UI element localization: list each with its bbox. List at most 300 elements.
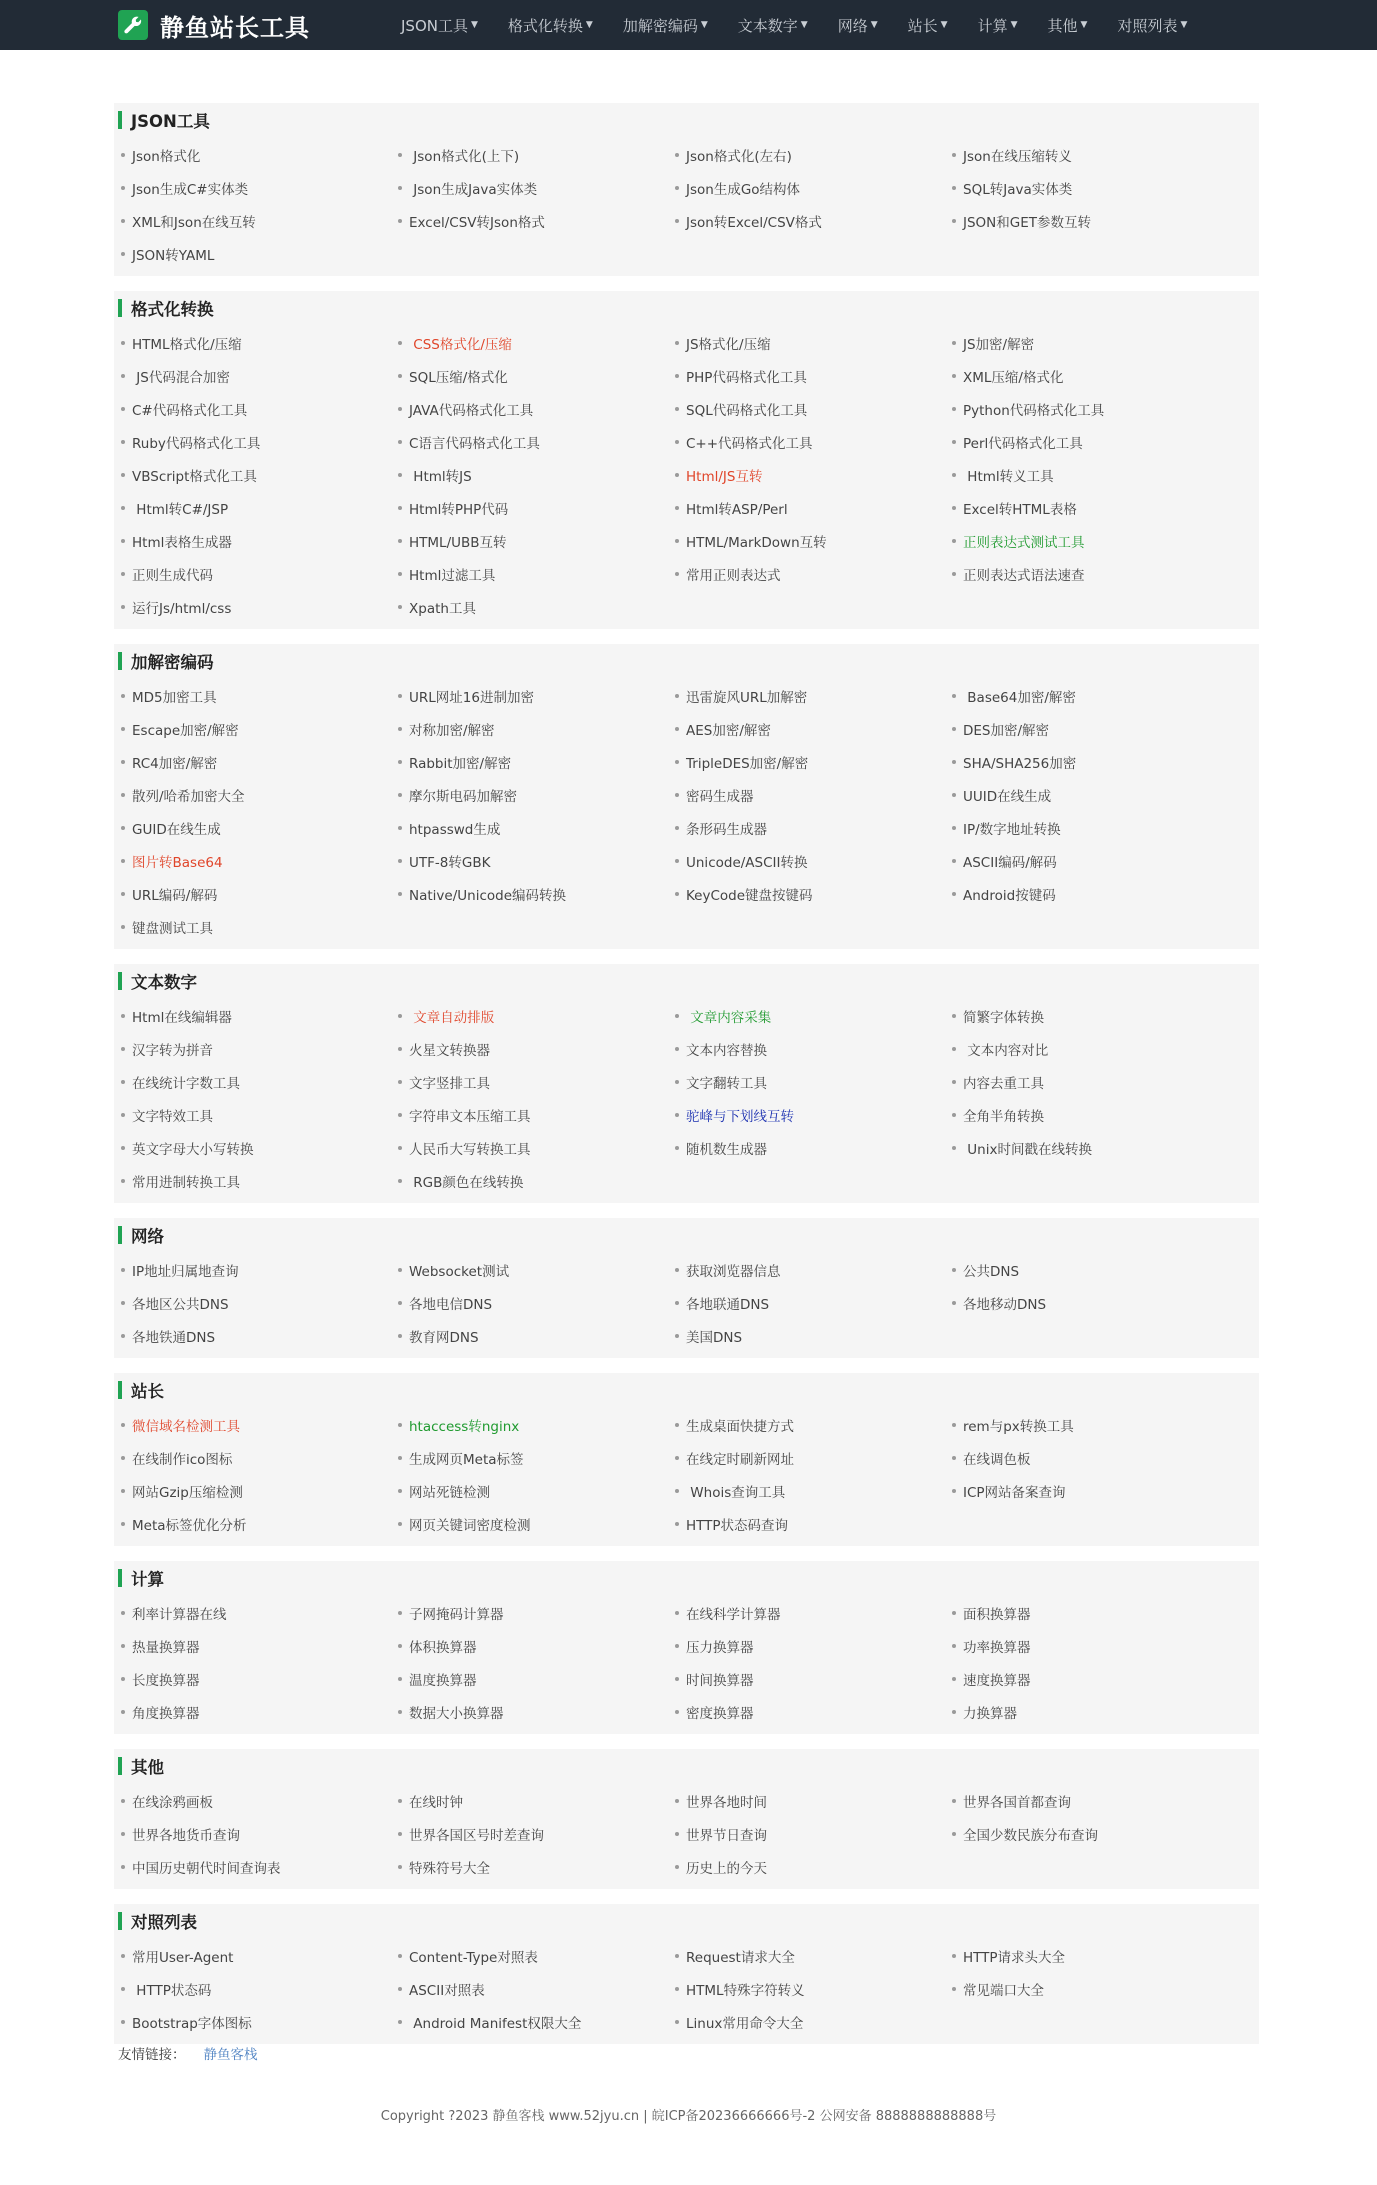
nav-item[interactable] — [623, 15, 708, 36]
tool-link[interactable] — [391, 204, 668, 237]
tool-section — [114, 1218, 1259, 1358]
tool-link[interactable] — [668, 491, 945, 524]
nav-item-label: 网络 — [837, 16, 868, 35]
tool-link[interactable] — [114, 204, 391, 237]
tool-link[interactable] — [391, 1032, 668, 1065]
tool-link[interactable] — [668, 425, 945, 458]
tool-link[interactable] — [945, 1098, 1222, 1131]
tool-link-label: MD5加密工具 — [132, 689, 217, 706]
bullet-icon — [952, 859, 956, 863]
bullet-icon — [952, 572, 956, 576]
tool-link[interactable] — [945, 1253, 1222, 1286]
tool-link[interactable] — [945, 1662, 1222, 1695]
tool-link[interactable] — [668, 679, 945, 712]
nav-item[interactable] — [908, 15, 948, 36]
tool-link-label: 随机数生成器 — [686, 1141, 767, 1158]
tool-grid — [114, 1784, 1259, 1883]
tool-link[interactable] — [114, 1032, 391, 1065]
tool-link-label: 密码生成器 — [686, 788, 754, 805]
main-nav — [401, 15, 1217, 36]
tool-link[interactable] — [114, 999, 391, 1032]
bullet-icon — [121, 1146, 125, 1150]
bullet-icon — [121, 1179, 125, 1183]
tool-link-label: Python代码格式化工具 — [963, 402, 1105, 419]
tool-link[interactable] — [391, 1972, 668, 2005]
tool-link[interactable] — [945, 778, 1222, 811]
tool-link[interactable] — [114, 524, 391, 557]
wrench-icon — [118, 10, 148, 40]
tool-link-label: Base64加密/解密 — [963, 689, 1076, 706]
bullet-icon — [121, 694, 125, 698]
tool-link[interactable] — [668, 877, 945, 910]
tool-link[interactable] — [391, 1850, 668, 1883]
tool-link[interactable] — [114, 557, 391, 590]
tool-link[interactable] — [668, 1507, 945, 1540]
bullet-icon — [121, 1456, 125, 1460]
tool-link[interactable] — [391, 1596, 668, 1629]
tool-link-label: Native/Unicode编码转换 — [409, 887, 567, 904]
bullet-icon — [398, 1987, 402, 1991]
bullet-icon — [952, 727, 956, 731]
bullet-icon — [675, 1832, 679, 1836]
bullet-icon — [952, 1832, 956, 1836]
tool-link-label: Android Manifest权限大全 — [409, 2015, 582, 2032]
tool-link[interactable] — [114, 745, 391, 778]
tool-link[interactable] — [114, 1596, 391, 1629]
tool-link[interactable] — [668, 1784, 945, 1817]
bullet-icon — [398, 1301, 402, 1305]
tool-link[interactable] — [114, 1286, 391, 1319]
nav-item-label: 文本数字 — [737, 16, 798, 35]
tool-link[interactable] — [945, 458, 1222, 491]
tool-link[interactable] — [391, 491, 668, 524]
tool-link[interactable] — [114, 910, 391, 943]
tool-link[interactable] — [945, 844, 1222, 877]
tool-link[interactable] — [668, 1253, 945, 1286]
tool-link[interactable] — [391, 877, 668, 910]
tool-link-label: rem与px转换工具 — [963, 1418, 1074, 1435]
tool-link[interactable] — [945, 326, 1222, 359]
tool-link-label: 世界各地时间 — [686, 1794, 767, 1811]
tool-link[interactable] — [945, 1441, 1222, 1474]
tool-link-label: Json转Excel/CSV格式 — [686, 214, 822, 231]
tool-link[interactable] — [391, 1695, 668, 1728]
tool-link[interactable] — [668, 745, 945, 778]
tool-link[interactable] — [391, 138, 668, 171]
tool-link[interactable] — [114, 811, 391, 844]
tool-link[interactable] — [945, 359, 1222, 392]
tool-link-label: 正则表达式测试工具 — [963, 534, 1085, 551]
tool-link[interactable] — [945, 1032, 1222, 1065]
tool-link[interactable] — [391, 712, 668, 745]
tool-link[interactable] — [391, 590, 668, 623]
tool-link[interactable] — [945, 679, 1222, 712]
tool-link[interactable] — [668, 392, 945, 425]
tool-link[interactable] — [945, 425, 1222, 458]
tool-link[interactable] — [945, 1131, 1222, 1164]
tool-link[interactable] — [668, 1408, 945, 1441]
tool-link[interactable] — [391, 1319, 668, 1352]
tool-link[interactable] — [114, 1474, 391, 1507]
tool-link-label: Excel/CSV转Json格式 — [409, 214, 545, 231]
tool-link[interactable] — [391, 392, 668, 425]
bullet-icon — [398, 1047, 402, 1051]
bullet-icon — [398, 1113, 402, 1117]
tool-link[interactable] — [391, 1474, 668, 1507]
tool-link-label: Html过滤工具 — [409, 567, 496, 584]
tool-link[interactable] — [391, 1253, 668, 1286]
tool-link-label: Perl代码格式化工具 — [963, 435, 1083, 452]
tool-link[interactable] — [945, 811, 1222, 844]
tool-link[interactable] — [668, 712, 945, 745]
tool-link-label: 微信域名检测工具 — [132, 1418, 240, 1435]
tool-link-label: Unicode/ASCII转换 — [686, 854, 808, 871]
tool-link-label: htaccess转nginx — [409, 1418, 520, 1435]
tool-link-label: SQL压缩/格式化 — [409, 369, 508, 386]
tool-link[interactable] — [945, 171, 1222, 204]
bullet-icon — [398, 859, 402, 863]
section-title: 其他 — [131, 1758, 164, 1777]
tool-link[interactable] — [668, 359, 945, 392]
tool-link[interactable] — [945, 204, 1222, 237]
tool-link[interactable] — [114, 2005, 391, 2038]
tool-link[interactable] — [668, 1596, 945, 1629]
bullet-icon — [675, 826, 679, 830]
tool-link[interactable] — [114, 1939, 391, 1972]
tool-link[interactable] — [668, 1032, 945, 1065]
tool-link[interactable] — [668, 811, 945, 844]
tool-link[interactable] — [114, 237, 391, 270]
tool-link[interactable] — [391, 1662, 668, 1695]
tool-link[interactable] — [391, 1441, 668, 1474]
bullet-icon — [675, 1522, 679, 1526]
bullet-icon — [398, 605, 402, 609]
bullet-icon — [675, 859, 679, 863]
section-header — [118, 1908, 1259, 1934]
bullet-icon — [952, 539, 956, 543]
tool-link[interactable] — [391, 458, 668, 491]
tool-link[interactable] — [391, 1507, 668, 1540]
tool-link[interactable] — [391, 1784, 668, 1817]
tool-link[interactable] — [114, 1817, 391, 1850]
tool-link[interactable] — [945, 1695, 1222, 1728]
tool-link[interactable] — [391, 999, 668, 1032]
tool-link[interactable] — [114, 458, 391, 491]
tool-link[interactable] — [391, 2005, 668, 2038]
tool-link[interactable] — [114, 171, 391, 204]
tool-link-label: Html转义工具 — [963, 468, 1054, 485]
nav-item[interactable] — [1117, 15, 1187, 36]
tool-link[interactable] — [668, 1098, 945, 1131]
bullet-icon — [121, 374, 125, 378]
tool-link-label: 摩尔斯电码加解密 — [409, 788, 517, 805]
tool-link[interactable] — [668, 1065, 945, 1098]
tool-link[interactable] — [668, 1286, 945, 1319]
bullet-icon — [675, 1865, 679, 1869]
tool-section — [114, 644, 1259, 949]
tool-link-label: 正则生成代码 — [132, 567, 213, 584]
tool-link[interactable] — [114, 425, 391, 458]
nav-item[interactable] — [978, 15, 1018, 36]
tool-link[interactable] — [114, 326, 391, 359]
bullet-icon — [121, 219, 125, 223]
tool-link-label: CSS格式化/压缩 — [409, 336, 512, 353]
bullet-icon — [398, 826, 402, 830]
tool-link[interactable] — [391, 1286, 668, 1319]
tool-link[interactable] — [114, 138, 391, 171]
tool-link-label: Bootstrap字体图标 — [132, 2015, 252, 2032]
tool-link[interactable] — [391, 745, 668, 778]
tool-link-label: JS加密/解密 — [963, 336, 1035, 353]
tool-link[interactable] — [945, 1817, 1222, 1850]
tool-link[interactable] — [391, 524, 668, 557]
section-accent-bar — [118, 1757, 122, 1775]
tool-link[interactable] — [114, 1131, 391, 1164]
nav-item-label: 加解密编码 — [622, 16, 698, 35]
tool-link[interactable] — [945, 1474, 1222, 1507]
nav-item-label: 格式化转换 — [507, 16, 583, 35]
section-accent-bar — [118, 1569, 122, 1587]
bullet-icon — [398, 1799, 402, 1803]
tool-link-label: 正则表达式语法速查 — [963, 567, 1085, 584]
bullet-icon — [121, 440, 125, 444]
tool-link[interactable] — [945, 1596, 1222, 1629]
tool-link[interactable] — [114, 590, 391, 623]
tool-link[interactable] — [668, 1131, 945, 1164]
bullet-icon — [398, 1954, 402, 1958]
tool-link[interactable] — [114, 1972, 391, 2005]
tool-link[interactable] — [391, 359, 668, 392]
nav-item[interactable] — [738, 15, 808, 36]
tool-link[interactable] — [114, 679, 391, 712]
tool-link[interactable] — [945, 1629, 1222, 1662]
section-header — [118, 648, 1259, 674]
tool-link-label: 在线定时刷新网址 — [686, 1451, 794, 1468]
tool-link[interactable] — [114, 392, 391, 425]
tool-link[interactable] — [668, 1939, 945, 1972]
bullet-icon — [398, 1146, 402, 1150]
tool-link-label: 文章内容采集 — [686, 1009, 772, 1026]
tool-link-label: 迅雷旋风URL加解密 — [686, 689, 808, 706]
bullet-icon — [952, 374, 956, 378]
tool-link[interactable] — [945, 1408, 1222, 1441]
tool-link[interactable] — [114, 844, 391, 877]
tool-link-label: IP/数字地址转换 — [963, 821, 1061, 838]
tool-link[interactable] — [114, 1507, 391, 1540]
bullet-icon — [952, 1489, 956, 1493]
caret-down-icon: ▼ — [1180, 20, 1188, 30]
tool-link[interactable] — [391, 1629, 668, 1662]
tool-link[interactable] — [391, 1939, 668, 1972]
tool-link[interactable] — [668, 1474, 945, 1507]
tool-link[interactable] — [945, 1972, 1222, 2005]
tool-link[interactable] — [391, 1817, 668, 1850]
tool-link-label: SHA/SHA256加密 — [963, 755, 1077, 772]
bullet-icon — [121, 1799, 125, 1803]
tool-link[interactable] — [668, 326, 945, 359]
tool-link[interactable] — [391, 557, 668, 590]
bullet-icon — [675, 374, 679, 378]
bullet-icon — [952, 1954, 956, 1958]
tool-link-label: Unix时间戳在线转换 — [963, 1141, 1092, 1158]
tool-link-label: 在线科学计算器 — [686, 1606, 781, 1623]
bullet-icon — [398, 793, 402, 797]
tool-link[interactable] — [945, 1939, 1222, 1972]
tool-link[interactable] — [945, 999, 1222, 1032]
bullet-icon — [675, 341, 679, 345]
bullet-icon — [675, 407, 679, 411]
tool-link[interactable] — [391, 171, 668, 204]
tool-link[interactable] — [114, 712, 391, 745]
tool-link[interactable] — [391, 1164, 668, 1197]
bullet-icon — [675, 1954, 679, 1958]
tool-section — [114, 1904, 1259, 2044]
tool-link-label: XML压缩/格式化 — [963, 369, 1064, 386]
tool-link[interactable] — [668, 1662, 945, 1695]
tool-link[interactable] — [945, 1065, 1222, 1098]
tool-link[interactable] — [391, 1065, 668, 1098]
tool-link[interactable] — [945, 1784, 1222, 1817]
bullet-icon — [121, 1611, 125, 1615]
tool-link[interactable] — [945, 392, 1222, 425]
tool-link[interactable] — [945, 745, 1222, 778]
tool-link[interactable] — [114, 877, 391, 910]
tool-link[interactable] — [945, 712, 1222, 745]
tool-link-label: TripleDES加密/解密 — [686, 755, 809, 772]
bullet-icon — [398, 219, 402, 223]
tool-link-label: Android按键码 — [963, 887, 1056, 904]
bullet-icon — [121, 1423, 125, 1427]
bullet-icon — [398, 1522, 402, 1526]
section-header — [118, 968, 1259, 994]
tool-link-label: Linux常用命令大全 — [686, 2015, 804, 2032]
tool-link[interactable] — [668, 557, 945, 590]
bullet-icon — [675, 1423, 679, 1427]
tool-link[interactable] — [114, 1662, 391, 1695]
tool-link[interactable] — [668, 2005, 945, 2038]
tool-link[interactable] — [391, 1098, 668, 1131]
tool-link[interactable] — [668, 524, 945, 557]
bullet-icon — [121, 859, 125, 863]
tool-link[interactable] — [668, 1817, 945, 1850]
tool-link[interactable] — [114, 491, 391, 524]
tool-link[interactable] — [945, 877, 1222, 910]
tool-link[interactable] — [668, 1441, 945, 1474]
tool-link[interactable] — [668, 204, 945, 237]
tool-link-label: 角度换算器 — [132, 1705, 200, 1722]
tool-grid — [114, 1253, 1259, 1352]
brand[interactable] — [118, 8, 401, 43]
tool-link[interactable] — [668, 1319, 945, 1352]
bullet-icon — [121, 760, 125, 764]
tool-link[interactable] — [668, 1850, 945, 1883]
tool-section — [114, 291, 1259, 629]
tool-link-label: Meta标签优化分析 — [132, 1517, 247, 1534]
tool-link[interactable] — [391, 1131, 668, 1164]
tool-link[interactable] — [945, 524, 1222, 557]
tool-link-label: 特殊符号大全 — [409, 1860, 490, 1877]
bullet-icon — [121, 605, 125, 609]
tool-link-label: HTTP状态码 — [132, 1982, 212, 1999]
bullet-icon — [952, 826, 956, 830]
tool-link[interactable] — [114, 1319, 391, 1352]
tool-link-label: Excel转HTML表格 — [963, 501, 1077, 518]
tool-link[interactable] — [114, 1784, 391, 1817]
tool-link[interactable] — [668, 138, 945, 171]
tool-link-label: 热量换算器 — [132, 1639, 200, 1656]
bullet-icon — [398, 1832, 402, 1836]
tool-grid — [114, 679, 1259, 943]
caret-down-icon: ▼ — [940, 20, 948, 30]
section-header — [118, 1222, 1259, 1248]
nav-item[interactable] — [401, 15, 478, 36]
tool-link[interactable] — [945, 491, 1222, 524]
tool-link[interactable] — [391, 811, 668, 844]
bullet-icon — [121, 252, 125, 256]
tool-link[interactable] — [668, 1695, 945, 1728]
friend-link[interactable]: 静鱼客栈 — [203, 2047, 258, 2063]
tool-link[interactable] — [114, 1408, 391, 1441]
nav-item[interactable] — [838, 15, 878, 36]
tool-link[interactable] — [114, 1850, 391, 1883]
tool-link[interactable] — [114, 1253, 391, 1286]
tool-link-label: 文本内容对比 — [963, 1042, 1049, 1059]
tool-link[interactable] — [114, 1065, 391, 1098]
tool-link-label: 图片转Base64 — [132, 854, 223, 871]
nav-item[interactable] — [1048, 15, 1088, 36]
tool-link[interactable] — [114, 1441, 391, 1474]
tool-sections — [114, 103, 1259, 2059]
tool-link-label: C#代码格式化工具 — [132, 402, 248, 419]
tool-link[interactable] — [668, 458, 945, 491]
tool-link[interactable] — [114, 1695, 391, 1728]
tool-link[interactable] — [668, 1629, 945, 1662]
tool-link[interactable] — [668, 999, 945, 1032]
section-accent-bar — [118, 972, 122, 990]
tool-link[interactable] — [114, 359, 391, 392]
tool-link[interactable] — [391, 778, 668, 811]
tool-link[interactable] — [668, 1972, 945, 2005]
tool-grid — [114, 326, 1259, 623]
tool-link[interactable] — [114, 1098, 391, 1131]
tool-link[interactable] — [391, 326, 668, 359]
tool-section — [114, 103, 1259, 276]
tool-link-label: 文字特效工具 — [132, 1108, 213, 1125]
bullet-icon — [398, 1334, 402, 1338]
tool-link-label: HTML格式化/压缩 — [132, 336, 242, 353]
tool-link[interactable] — [668, 778, 945, 811]
tool-link-label: SQL代码格式化工具 — [686, 402, 808, 419]
tool-link[interactable] — [391, 844, 668, 877]
tool-link[interactable] — [945, 557, 1222, 590]
tool-link[interactable] — [114, 1629, 391, 1662]
bullet-icon — [121, 1954, 125, 1958]
bullet-icon — [121, 1301, 125, 1305]
tool-link[interactable] — [391, 679, 668, 712]
tool-link[interactable] — [391, 1408, 668, 1441]
tool-link[interactable] — [668, 171, 945, 204]
nav-item[interactable] — [508, 15, 593, 36]
tool-link[interactable] — [945, 138, 1222, 171]
tool-link[interactable] — [114, 1164, 391, 1197]
section-accent-bar — [118, 111, 122, 129]
bullet-icon — [121, 1268, 125, 1272]
tool-link[interactable] — [668, 844, 945, 877]
tool-link[interactable] — [391, 425, 668, 458]
bullet-icon — [121, 539, 125, 543]
tool-link[interactable] — [114, 778, 391, 811]
tool-link[interactable] — [945, 1286, 1222, 1319]
